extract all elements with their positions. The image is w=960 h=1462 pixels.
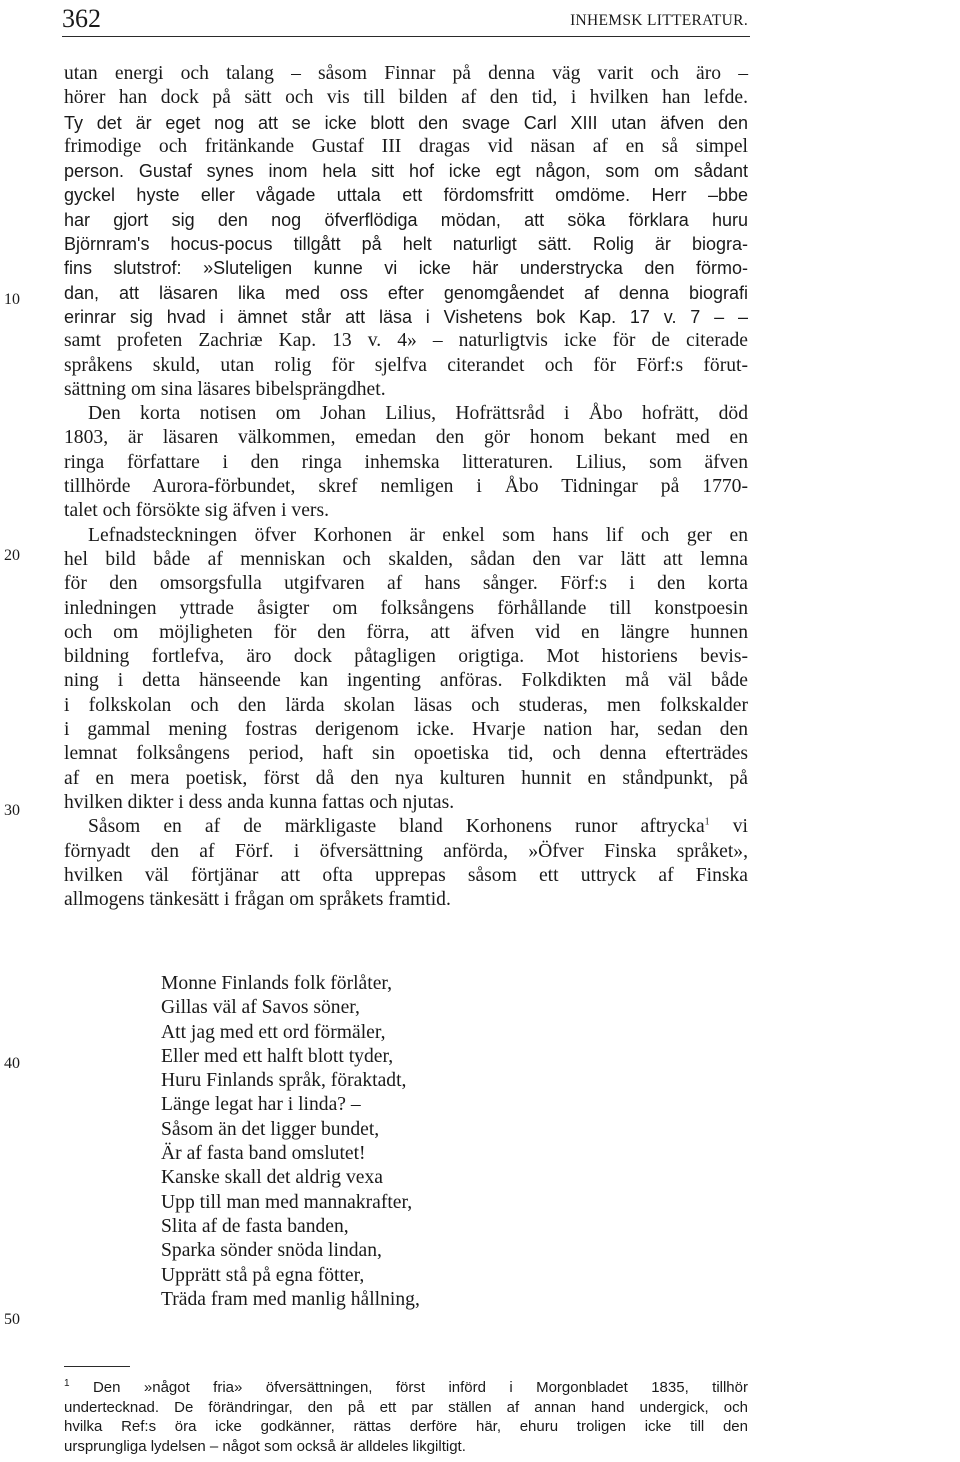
- text-line: samt profeten Zachriæ Kap. 13 v. 4» – naturligtvis icke för de citerade: [64, 330, 748, 352]
- verse-line: Slita af de fasta banden,: [161, 1215, 349, 1237]
- text-line: hvilken dikter i dess anda kunna fattas och njutas.: [64, 791, 455, 813]
- text-line: och om möjligheten för den förra, att äfven vid en längre hunnen: [64, 621, 748, 643]
- verse-line: Monne Finlands folk förlåter,: [161, 973, 393, 994]
- footnote-reference: 1: [704, 816, 710, 828]
- footnote-line: ursprungliga lydelsen – något som också är alldeles likgiltigt.: [64, 1437, 466, 1455]
- line-number: 50: [4, 1311, 20, 1328]
- poem: [161, 972, 420, 1312]
- text-line: fins slutstrof: »Sluteligen kunne vi icke här understrycka den förmo-: [64, 258, 748, 279]
- line-number: 40: [4, 1055, 20, 1072]
- page-header: [62, 4, 748, 38]
- text-line: talet och försökte sig äfven i vers.: [64, 500, 329, 522]
- verse-line: Länge legat har i linda? –: [161, 1094, 361, 1116]
- text-line: Lefnadsteckningen öfver Korhonen är enkel som hans lif och ger en: [88, 524, 748, 546]
- text-line-with-footnote-ref: [64, 815, 748, 839]
- footnote: [64, 1378, 748, 1456]
- footnote-mark: 1: [64, 1378, 70, 1389]
- verse-line: Upprätt stå på egna fötter,: [161, 1264, 365, 1286]
- verse-line: Sparka sönder snöda lindan,: [161, 1240, 382, 1262]
- text-line: sättning om sina läsares bibelsprängdhet.: [64, 378, 386, 400]
- text-line: har gjort sig den nog öfverflödiga mödan, att söka förklara huru: [64, 209, 748, 230]
- verse-line: Är af fasta band omslutet!: [161, 1143, 366, 1165]
- verse-line: Eller med ett halft blott tyder,: [161, 1045, 394, 1067]
- text-line: inledningen yttrade åsigter om folksångens förhållande till konstpoesin: [64, 597, 748, 619]
- text-line: förnyadt den af Förf. i öfversättning anförda, »Öfver Finska språket»,: [64, 840, 748, 862]
- verse-line: Kanske skall det aldrig vexa: [161, 1167, 383, 1189]
- text-line: hvilken väl förtjänar att ofta upprepas såsom ett uttryck af Finska: [64, 864, 748, 886]
- footnote-line: undertecknad. De förändringar, den på ett par ställen af annan hand undergick, och: [64, 1398, 748, 1416]
- page-number: 362: [62, 4, 101, 33]
- text-line: ning i detta hänseende kan ingenting anföras. Folkdikten må väl både: [64, 670, 748, 692]
- running-head: INHEMSK LITTERATUR.: [570, 12, 748, 29]
- footnote-line: [64, 1378, 748, 1398]
- line-number: 20: [4, 547, 20, 564]
- verse-line: Gillas väl af Savos söner,: [161, 997, 360, 1019]
- text-line: af en mera poetisk, först då den nya kulturen hunnit en ståndpunkt, på: [64, 767, 748, 789]
- body-text: [64, 62, 748, 912]
- text-line: lemnat folksångens period, haft sin opoetiska tid, och denna efterträdes: [64, 743, 748, 765]
- text-line: gyckel hyste eller vågade uttala ett fördomsfritt omdöme. Herr –bbe: [64, 185, 748, 206]
- text-line: Den korta notisen om Johan Lilius, Hofrättsråd i Åbo hofrätt, död: [88, 403, 748, 425]
- text-segment: Såsom en af de märkligaste bland Korhonens runor aftrycka: [88, 816, 705, 838]
- verse-line: Träda fram med manlig hållning,: [161, 1288, 420, 1310]
- text-line: erinrar sig hvad i ämnet står att läsa i Vishetens bok Kap. 17 v. 7 – –: [64, 306, 748, 327]
- footnote-rule: [64, 1366, 130, 1367]
- text-line: hörer han dock på sätt och vis till bilden af den tid, i hvilken han lefde.: [64, 87, 748, 109]
- footnote-text: Den »något fria» öfversättningen, först införd i Morgonbladet 1835, tillhör: [92, 1379, 748, 1396]
- text-line: i folkskolan och den lärda skolan läsas och studeras, men folkskalder: [64, 694, 748, 716]
- text-line: hel bild både af menniskan och skalden, sådan den var lätt att lemna: [64, 548, 748, 570]
- text-line: i gammal mening fostras derigenom icke. Hvarje nation har, sedan den: [64, 719, 748, 741]
- line-number: 30: [4, 802, 20, 819]
- text-line: utan energi och talang – såsom Finnar på denna väg varit och äro –: [64, 63, 748, 84]
- line-number: 10: [4, 291, 20, 308]
- text-line: frimodige och fritänkande Gustaf III dragas vid näsan af en så simpel: [64, 135, 748, 157]
- text-line: Ty det är eget nog att se icke blott den svage Carl XIII utan äfven den: [64, 112, 748, 133]
- verse-line: Att jag med ett ord förmäler,: [161, 1021, 386, 1043]
- verse-line: Huru Finlands språk, föraktadt,: [161, 1070, 407, 1092]
- text-line: tillhörde Aurora-förbundet, skref nemligen i Åbo Tidningar på 1770-: [64, 476, 748, 498]
- text-line: 1803, är läsaren välkommen, emedan den gör honom bekant med en: [64, 427, 748, 449]
- text-line: språkens skuld, utan rolig för sjelfva citerandet och för Förf:s förut-: [64, 354, 748, 376]
- header-rule: [62, 36, 750, 37]
- text-line: Björnram's hocus-pocus tillgått på helt naturligt sätt. Rolig är biogra-: [64, 234, 748, 255]
- text-line: bildning fortlefva, äro dock påtagligen origtiga. Mot historiens bevis-: [64, 646, 748, 668]
- text-line: för den omsorgsfulla utgifvaren af hans sånger. Förf:s i den korta: [64, 573, 748, 595]
- text-segment: vi: [709, 816, 748, 838]
- text-line: allmogens tänkesätt i frågan om språkets framtid.: [64, 889, 451, 911]
- verse-line: Såsom än det ligger bundet,: [161, 1118, 380, 1140]
- text-line: ringa författare i den ringa inhemska litteraturen. Lilius, som äfven: [64, 451, 748, 473]
- text-line: person. Gustaf synes inom hela sitt hof icke egt någon, som om sådant: [64, 161, 748, 182]
- footnote-line: hvilka Ref:s öra icke godkänner, rättas derföre här, ehuru troligen icke till den: [64, 1418, 748, 1435]
- text-line: dan, att läsaren lika med oss efter genomgåendet af denna biografi: [64, 282, 748, 303]
- verse-line: Upp till man med mannakrafter,: [161, 1191, 413, 1213]
